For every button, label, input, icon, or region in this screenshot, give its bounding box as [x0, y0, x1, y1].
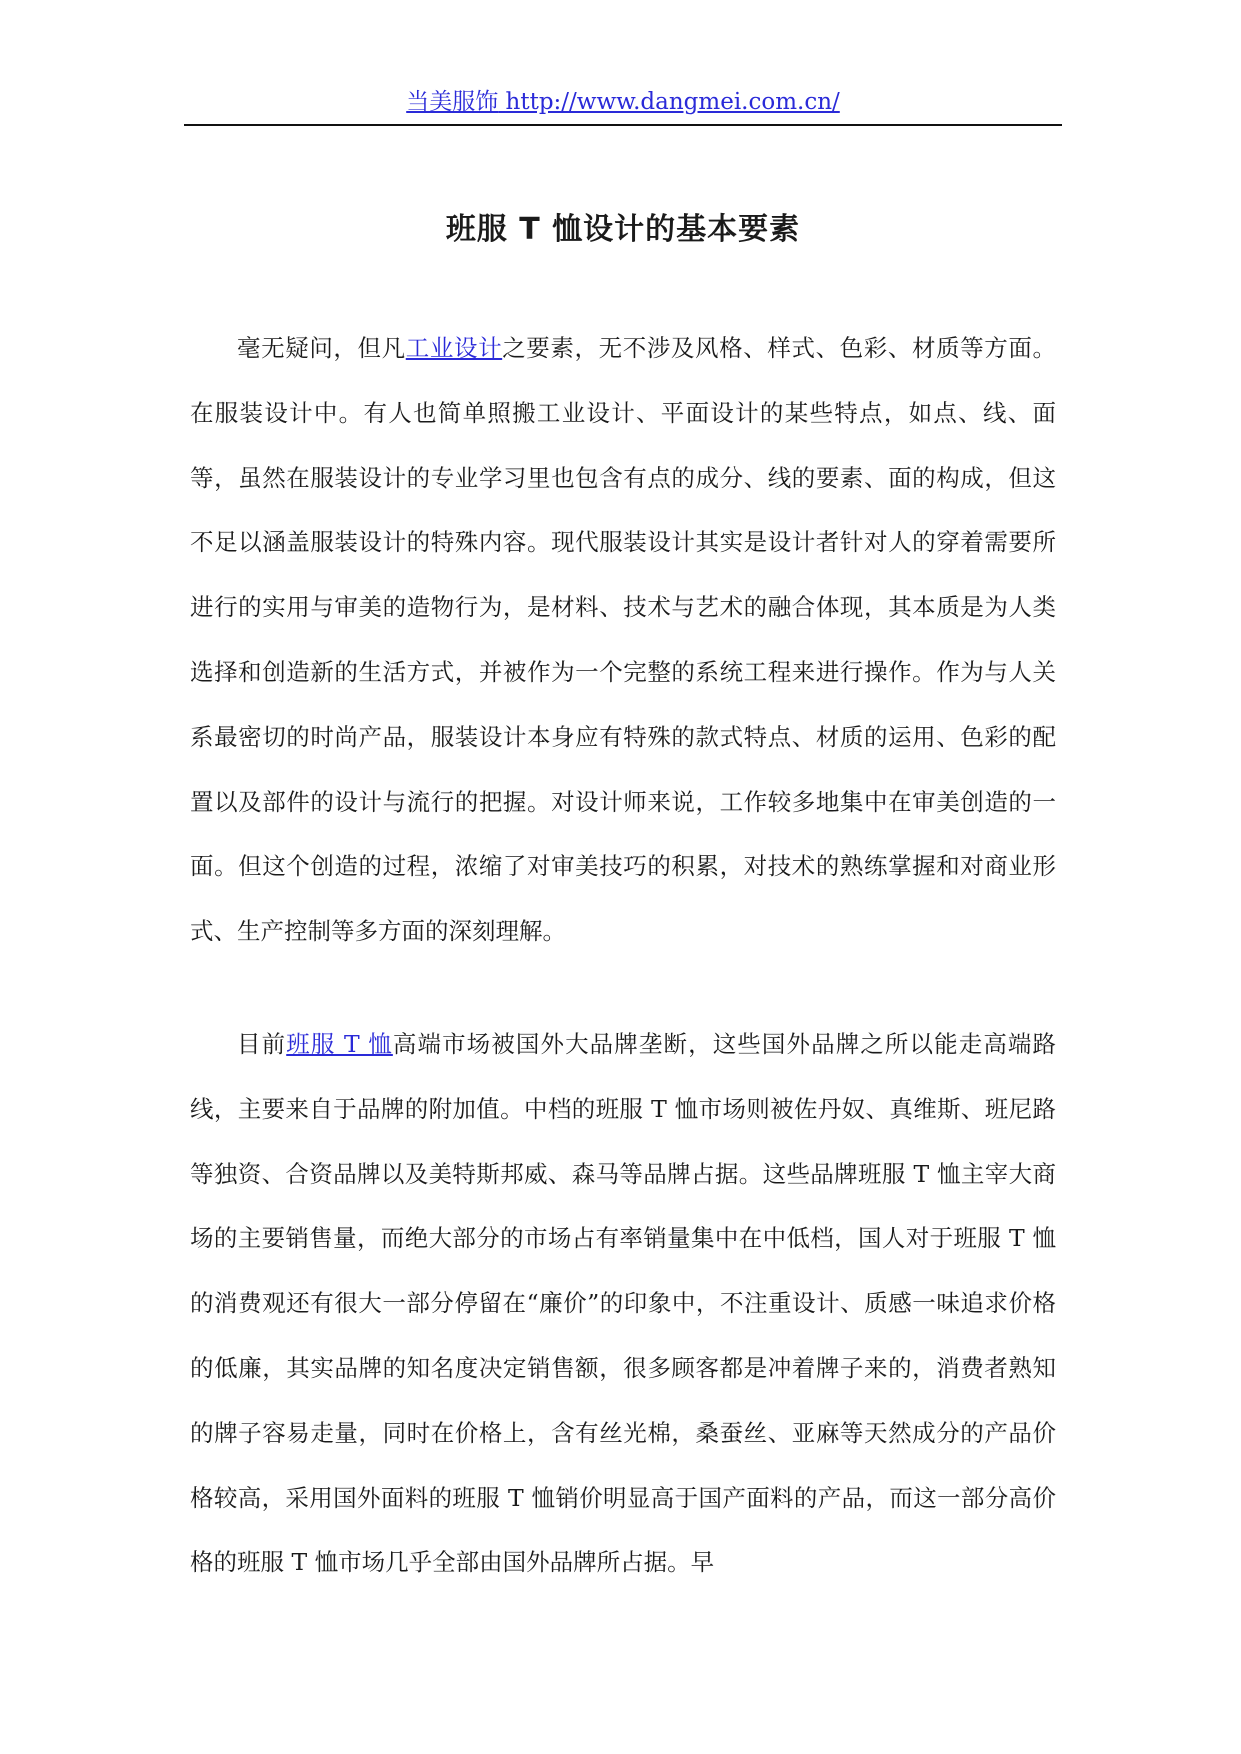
paragraph-1-text-rest: 之要素，无不涉及风格、样式、色彩、材质等方面。在服装设计中。有人也简单照搬工业设计、平面设计的某些特点，如点、线、面等，虽然在服装设计的专业学习里也包含有点的成分、线的要素、面的构成，但这不足以涵盖服装设计的特殊内容。现代服装设计其实是设计者针对人的穿着需要所进行的实用与审美的造物行为，是材料、技术与艺术的融合体现，其本质是为人类选择和创造新的生活方式，并被作为一个完整的系统工程来进行操作。作为与人关系最密切的时尚产品，服装设计本身应有特殊的款式特点、材质的运用、色彩的配置以及部件的设计与流行的把握。对设计师来说，工作较多地集中在审美创造的一面。但这个创造的过程，浓缩了对审美技巧的积累，对技术的熟练掌握和对商业形式、生产控制等多方面的深刻理解。: [190, 334, 1057, 946]
class-tshirt-link[interactable]: 班服 T 恤: [286, 1030, 393, 1058]
header-site-name: 当美服饰: [406, 89, 499, 115]
paragraph-2-text-rest: 高端市场被国外大品牌垄断，这些国外品牌之所以能走高端路线，主要来自于品牌的附加值。中档的班服 T 恤市场则被佐丹奴、真维斯、班尼路等独资、合资品牌以及美特斯邦威、森马等品牌占据。这些品牌班服 T 恤主宰大商场的主要销售量，而绝大部分的市场占有率销量集中在中低档，国人对于班服 T 恤的消费观还有很大一部分停留在“廉价”的印象中，不注重设计、质感一味追求价格的低廉，其实品牌的知名度决定销售额，很多顾客都是冲着牌子来的，消费者熟知的牌子容易走量，同时在价格上，含有丝光棉，桑蚕丝、亚麻等天然成分的产品价格较高，采用国外面料的班服 T 恤销价明显高于国产面料的产品，而这一部分高价格的班服 T 恤市场几乎全部由国外品牌所占据。早: [190, 1030, 1057, 1577]
paragraph-1: [190, 316, 1056, 964]
header-url: http://www.dangmei.com.cn/: [505, 89, 840, 115]
paragraph-1-text-start: 毫无疑问，但凡: [237, 334, 406, 362]
paragraph-2-text-start: 目前: [237, 1030, 287, 1058]
page-header: [184, 86, 1062, 126]
header-site-link[interactable]: [406, 89, 840, 115]
document-title: 班服 T 恤设计的基本要素: [445, 212, 801, 247]
industrial-design-link[interactable]: 工业设计: [405, 334, 503, 362]
paragraph-2: [190, 1012, 1056, 1595]
